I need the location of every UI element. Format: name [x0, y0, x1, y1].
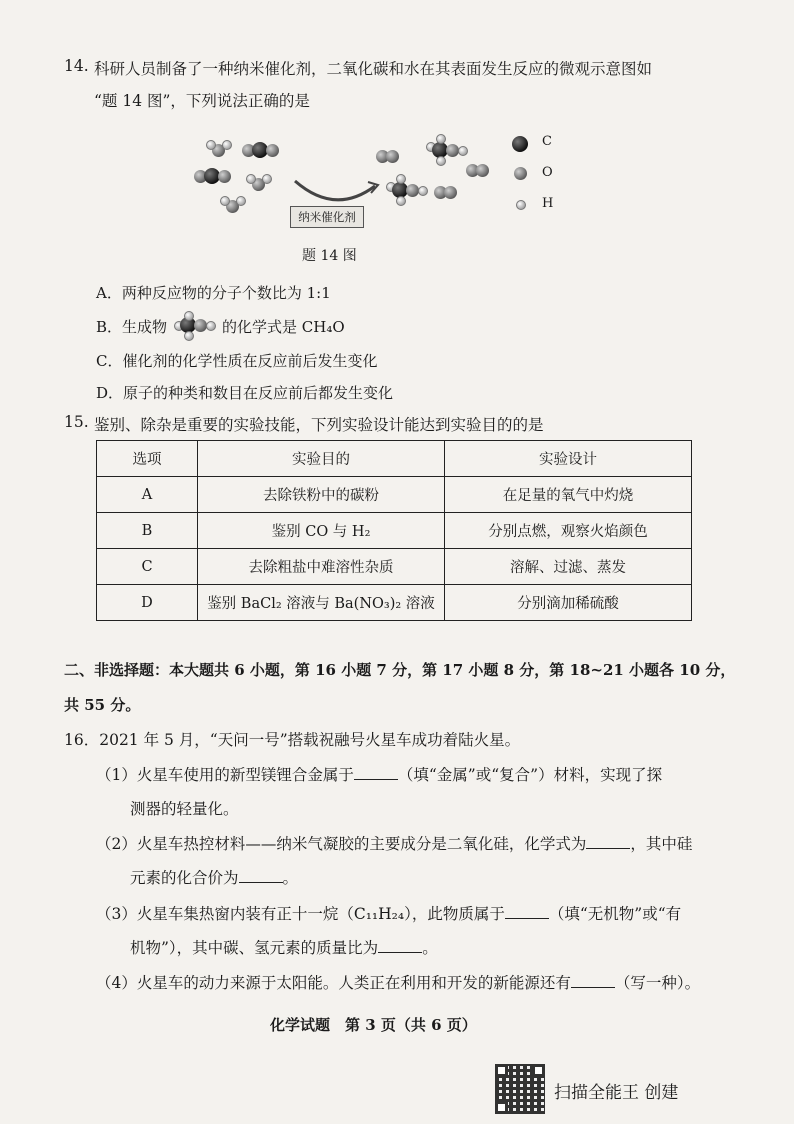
qr-code-icon — [495, 1064, 545, 1114]
cell-purpose: 去除粗盐中难溶性杂质 — [198, 549, 445, 585]
cell-design: 在足量的氧气中灼烧 — [445, 477, 692, 513]
q14-stem-line1: 科研人员制备了一种纳米催化剂，二氧化碳和水在其表面发生反应的微观示意图如 — [94, 60, 653, 78]
table-header-row — [97, 441, 692, 477]
figure-caption: 题 14 图 — [302, 248, 357, 264]
q16-part1-line1 — [96, 763, 662, 785]
q16-part2-text: ，其中硅 — [630, 835, 693, 853]
oxygen-atom-icon — [514, 167, 527, 180]
cell-design: 分别点燃，观察火焰颜色 — [445, 513, 692, 549]
q16-part3-line1 — [96, 902, 681, 924]
section2-heading: 二、非选择题：本大题共 6 小题，第 16 小题 7 分，第 17 小题 8 分，第 18~21 小题各 10 分， — [64, 661, 736, 679]
table-row — [97, 513, 692, 549]
hydrogen-atom-icon — [516, 200, 526, 210]
scanner-watermark: 扫描全能王 创建 — [554, 1083, 679, 1103]
answer-blank[interactable] — [571, 973, 615, 988]
q16-part2-line2 — [130, 866, 298, 888]
cell-option: C — [97, 549, 198, 585]
q14-option-a: A．两种反应物的分子个数比为 1:1 — [96, 284, 331, 302]
q16-part4-line1 — [96, 971, 700, 993]
answer-blank[interactable] — [239, 868, 283, 883]
header-purpose: 实验目的 — [198, 441, 445, 477]
q14-option-b-suffix: 的化学式是 CH₄O — [222, 318, 345, 336]
legend-label-c: C — [542, 134, 552, 149]
cell-option: B — [97, 513, 198, 549]
q14-option-b-prefix: B．生成物 — [96, 318, 168, 336]
q16-part4-text: （4）火星车的动力来源于太阳能。人类正在利用和开发的新能源还有 — [96, 974, 571, 992]
cell-purpose: 去除铁粉中的碳粉 — [198, 477, 445, 513]
header-option: 选项 — [97, 441, 198, 477]
q16-part2-text: 。 — [282, 869, 299, 887]
atom-legend — [512, 134, 572, 214]
ch4o-molecule-icon — [172, 314, 222, 336]
q16-part4-text: （写一种）。 — [614, 974, 701, 992]
carbon-atom-icon — [512, 136, 528, 152]
q15-table — [96, 440, 692, 621]
q16-part3-text: （3）火星车集热窗内装有正十一烷（C₁₁H₂₄），此物质属于 — [96, 905, 505, 923]
cell-option: A — [97, 477, 198, 513]
q16-part1-text: （1）火星车使用的新型镁锂合金属于 — [96, 766, 354, 784]
header-design: 实验设计 — [445, 441, 692, 477]
q14-option-c: C．催化剂的化学性质在反应前后发生变化 — [96, 352, 378, 370]
catalyst-label: 纳米催化剂 — [298, 210, 356, 224]
table-row — [97, 549, 692, 585]
q14-stem-line2: “题 14 图”，下列说法正确的是 — [94, 92, 310, 110]
q16-part2-line1 — [96, 832, 692, 854]
q16-part3-text: （填“无机物”或“有 — [548, 905, 682, 923]
q16-part2-text: 元素的化合价为 — [130, 869, 239, 887]
answer-blank[interactable] — [505, 904, 549, 919]
q16-part1-text: （填“金属”或“复合”）材料，实现了探 — [397, 766, 663, 784]
page-footer: 化学试题 第 3 页（共 6 页） — [270, 1016, 477, 1034]
section2-heading-line2: 共 55 分。 — [64, 696, 141, 714]
q15-stem: 鉴别、除杂是重要的实验技能，下列实验设计能达到实验目的的是 — [94, 416, 544, 434]
q14-number: 14. — [64, 57, 89, 75]
q16-part3-text: 。 — [422, 939, 438, 957]
answer-blank[interactable] — [378, 938, 422, 953]
q16-part2-text: （2）火星车热控材料——纳米气凝胶的主要成分是二氧化硅，化学式为 — [96, 835, 587, 853]
legend-label-h: H — [542, 196, 554, 211]
cell-purpose: 鉴别 CO 与 H₂ — [198, 513, 445, 549]
answer-blank[interactable] — [354, 765, 398, 780]
q15-number: 15. — [64, 413, 89, 431]
cell-design: 分别滴加稀硫酸 — [445, 585, 692, 621]
q16-part3-text: 机物”），其中碳、氢元素的质量比为 — [130, 939, 379, 957]
answer-blank[interactable] — [586, 834, 630, 849]
q16-part3-line2 — [130, 936, 438, 958]
q14-option-d: D．原子的种类和数目在反应前后都发生变化 — [96, 384, 394, 402]
cell-design: 溶解、过滤、蒸发 — [445, 549, 692, 585]
q16-part1-line2: 测器的轻量化。 — [130, 800, 239, 818]
legend-label-o: O — [542, 165, 553, 180]
cell-purpose: 鉴别 BaCl₂ 溶液与 Ba(NO₃)₂ 溶液 — [198, 585, 445, 621]
table-row — [97, 477, 692, 513]
catalyst-label-box — [290, 206, 364, 228]
cell-option: D — [97, 585, 198, 621]
q16-stem: 16．2021 年 5 月，“天问一号”搭载祝融号火星车成功着陆火星。 — [64, 731, 521, 749]
table-row — [97, 585, 692, 621]
